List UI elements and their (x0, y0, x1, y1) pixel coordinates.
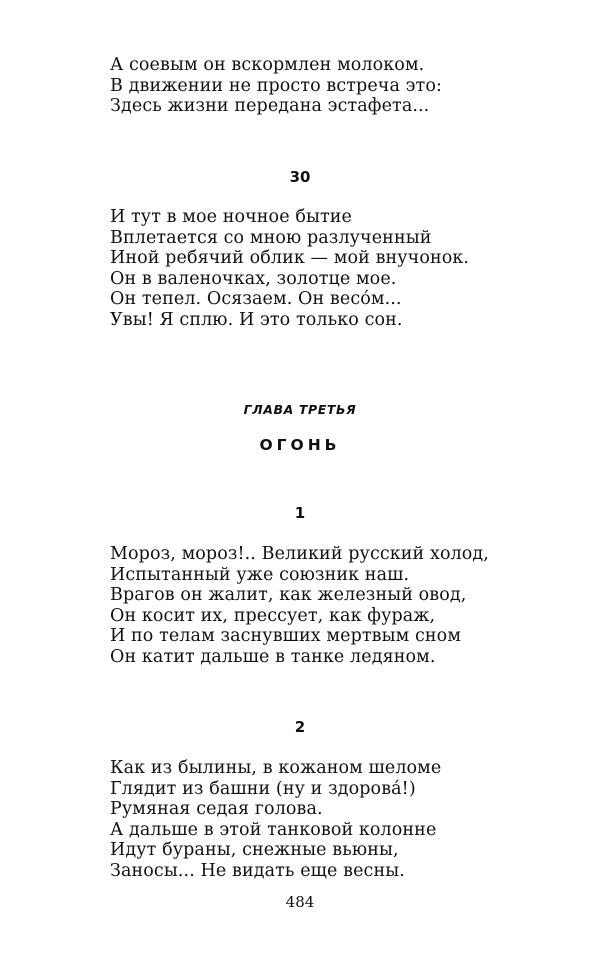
verse-line: Иной ребячий облик — мой внучонок. (110, 248, 470, 268)
verse-line: Заносы... Не видать еще весны. (110, 860, 405, 881)
verse-line: Румяная седая голова. (110, 799, 323, 819)
verse-line: В движении не просто встреча это: (110, 75, 442, 96)
section-number-2: 2 (294, 718, 306, 736)
section-number-30: 30 (289, 168, 311, 186)
verse-line: Испытанный уже союзник наш. (110, 564, 410, 585)
verse-line: Вплетается со мною разлученный (110, 227, 432, 248)
verse-line: Глядит из башни (ну и здорова́!) (110, 778, 416, 799)
verse-line: Увы! Я сплю. И это только сон. (110, 309, 403, 330)
verse-line: Он тепел. Осязаем. Он весо́м... (110, 289, 402, 309)
verse-line: И по телам заснувших мертвым сном (110, 626, 462, 646)
verse-line: Мороз, мороз!.. Великий русский холод, (110, 544, 489, 564)
verse-line: А дальше в этой танковой колонне (110, 819, 437, 840)
stanza-top (110, 55, 530, 117)
stanza-section-30 (110, 207, 530, 330)
verse-line: И тут в мое ночное бытие (110, 207, 352, 227)
stanza-section-1 (110, 544, 530, 667)
verse-line: А соевым он вскормлен молоком. (110, 55, 425, 75)
verse-line: Идут бураны, снежные вьюны, (110, 840, 399, 860)
chapter-title: ОГОНЬ (259, 436, 341, 454)
chapter-label: ГЛАВА ТРЕТЬЯ (243, 402, 357, 417)
section-number-1: 1 (294, 504, 306, 522)
verse-line: Он косит их, прессует, как фураж, (110, 605, 436, 626)
verse-line: Врагов он жалит, как железный овод, (110, 585, 467, 605)
page-number: 484 (285, 893, 315, 911)
verse-line: Как из былины, в кожаном шеломе (110, 758, 442, 778)
verse-line: Здесь жизни передана эстафета... (110, 96, 430, 116)
verse-line: Он в валеночках, золотце мое. (110, 268, 397, 289)
verse-line: Он катит дальше в танке ледяном. (110, 646, 436, 667)
stanza-section-2 (110, 758, 530, 881)
